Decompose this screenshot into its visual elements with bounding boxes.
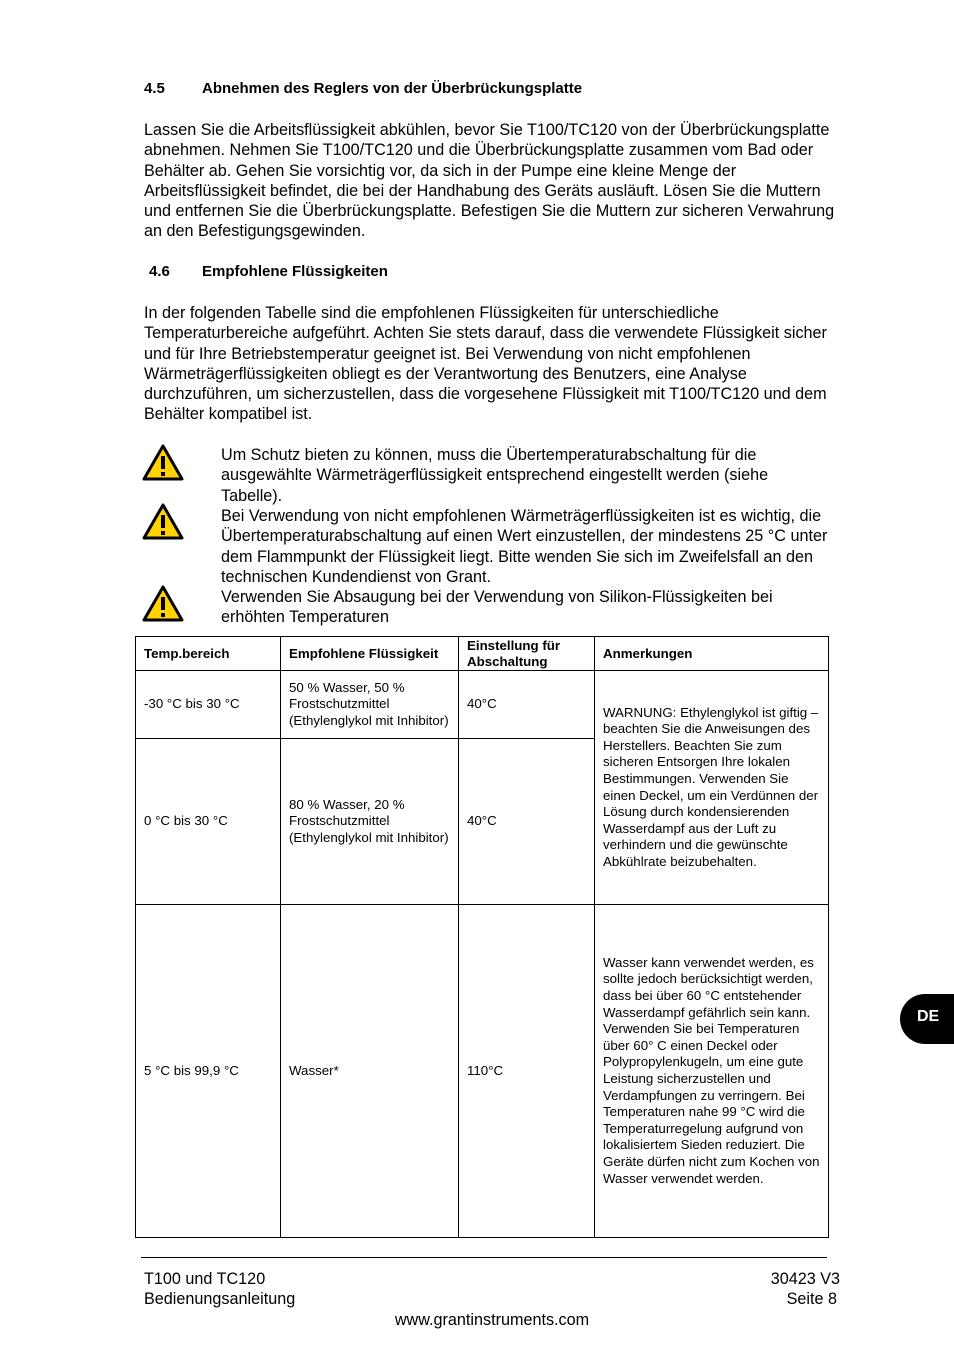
cell-fluid: 50 % Wasser, 50 % Frostschutzmittel (Ethylenglykol mit Inhibitor) xyxy=(281,671,459,739)
cell-temp-range: 5 °C bis 99,9 °C xyxy=(136,905,281,1238)
cell-cutoff: 110°C xyxy=(459,905,595,1238)
language-tab-label: DE xyxy=(917,1008,940,1025)
table-row xyxy=(136,671,829,739)
warning-text: Bei Verwendung von nicht empfohlenen Wärmeträgerflüssigkeiten ist es wichtig, die Übertemperaturabschaltung auf einen Wert einzustellen, der mindestens 25 °C unter dem Flammpunkt der Flüssigkeit liegt. Bitte wenden Sie sich im Zweifelsfall an den technischen Kundendienst von Grant. xyxy=(221,507,828,586)
footer-product: T100 und TC120 xyxy=(144,1270,266,1288)
header-temp-range: Temp.bereich xyxy=(136,637,281,671)
header-notes: Anmerkungen xyxy=(595,637,829,671)
cell-cutoff: 40°C xyxy=(459,671,595,739)
footer-divider xyxy=(141,1257,827,1258)
cell-fluid: Wasser* xyxy=(281,905,459,1238)
header-fluid: Empfohlene Flüssigkeit xyxy=(281,637,459,671)
warning-triangle-icon xyxy=(142,444,184,481)
language-tab-de xyxy=(900,994,954,1044)
cell-notes-water: Wasser kann verwendet werden, es sollte jedoch berücksichtigt werden, dass bei über 60 °C entstehender Wasserdampf gefährlich sein kann. Verwenden Sie bei Temperaturen über 60° C einen Deckel oder Polypropylenkugeln, um eine gute Leistung sicherzustellen und Verdampfungen zu verringern. Bei Temperaturen nahe 99 °C wird die Temperaturregelung aufgrund von lokalisiertem Sieden reduziert. Die Geräte dürfen nicht zum Kochen von Wasser verwendet werden. xyxy=(595,905,829,1238)
footer-website: www.grantinstruments.com xyxy=(394,1311,590,1329)
warning-triangle-icon xyxy=(142,503,184,540)
cell-temp-range: 0 °C bis 30 °C xyxy=(136,739,281,905)
section-4-5-body: Lassen Sie die Arbeitsflüssigkeit abkühlen, bevor Sie T100/TC120 von der Überbrückungsplatte abnehmen. Nehmen Sie T100/TC120 und die Überbrückungsplatte zusammen vom Bad oder Behälter ab. Gehen Sie vorsichtig vor, da sich in der Pumpe eine kleine Menge der Arbeitsflüssigkeit befindet, die bei der Handhabung des Geräts ausläuft. Lösen Sie die Muttern und entfernen Sie die Überbrückungsplatte. Befestigen Sie die Muttern zur sicheren Verwahrung an den Befestigungsgewinden. xyxy=(144,121,835,241)
footer-doc-type: Bedienungsanleitung xyxy=(144,1290,296,1308)
section-title: Abnehmen des Reglers von der Überbrückungsplatte xyxy=(202,80,583,97)
recommended-fluids-table xyxy=(135,636,829,1238)
cell-cutoff: 40°C xyxy=(459,739,595,905)
cell-notes-glycol: WARNUNG: Ethylenglykol ist giftig – beachten Sie die Anweisungen des Herstellers. Beachten Sie zum sicheren Entsorgen Ihre lokalen Bestimmungen. Verwenden Sie einen Deckel, um ein Verdünnen der Lösung durch kondensierenden Wasserdampf aus der Luft zu verhindern und die gewünschte Abkühlrate beizubehalten. xyxy=(595,671,829,905)
section-4-6-body: In der folgenden Tabelle sind die empfohlenen Flüssigkeiten für unterschiedliche Temperaturbereiche aufgeführt. Achten Sie stets darauf, dass die verwendete Flüssigkeit sicher und für Ihre Betriebstemperatur geeignet ist. Bei Verwendung von nicht empfohlenen Wärmeträgerflüssigkeiten obliegt es der Verantwortung des Benutzers, eine Analyse durchzuführen, um sicherzustellen, dass die vorgesehene Flüssigkeit mit T100/TC120 und dem Behälter kompatibel ist. xyxy=(144,304,827,424)
warning-triangle-icon xyxy=(142,585,184,622)
warning-text: Um Schutz bieten zu können, muss die Übertemperaturabschaltung für die ausgewählte Wärmeträgerflüssigkeit entsprechend eingestellt werden (siehe Tabelle). xyxy=(221,446,769,505)
cell-temp-range: -30 °C bis 30 °C xyxy=(136,671,281,739)
footer-doc-number: 30423 V3 xyxy=(770,1270,840,1288)
footer-page-number: Seite 8 xyxy=(786,1290,837,1308)
table-row xyxy=(136,905,829,1238)
section-title: Empfohlene Flüssigkeiten xyxy=(202,263,388,280)
section-number: 4.6 xyxy=(149,263,170,280)
table-header-row xyxy=(136,637,829,671)
cell-fluid: 80 % Wasser, 20 % Frostschutzmittel (Ethylenglykol mit Inhibitor) xyxy=(281,739,459,905)
section-number: 4.5 xyxy=(144,80,165,97)
warning-text: Verwenden Sie Absaugung bei der Verwendung von Silikon-Flüssigkeiten bei erhöhten Temperaturen xyxy=(221,588,773,627)
header-cutoff: Einstellung für Abschaltung xyxy=(459,637,595,671)
